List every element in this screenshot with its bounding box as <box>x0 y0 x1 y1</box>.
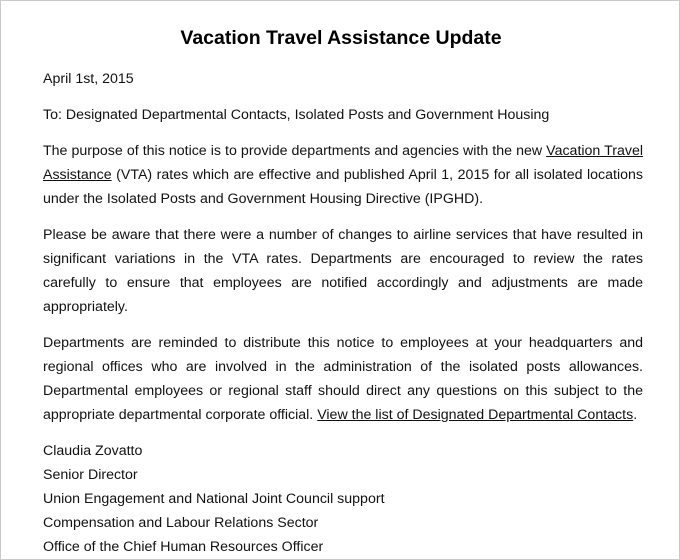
signatory-unit: Union Engagement and National Joint Council support <box>43 491 385 507</box>
paragraph-purpose-text-end: (VTA) rates which are effective and published April 1, 2015 for all isolated locations under the Isolated Posts and Government Housing Directive (IPGHD). <box>43 167 643 207</box>
paragraph-distribution <box>43 331 643 427</box>
vacation-travel-assistance-link[interactable]: Vacation Travel Assistance <box>43 143 644 183</box>
page-title: Vacation Travel Assistance Update <box>180 27 502 49</box>
paragraph-distribution-text: Departments are reminded to distribute this notice to employees at your headquarters and regional offices who are involved in the administration of the isolated posts allowances. Departmental employees or regional staff should direct any questions on this subject to the appropriate departmental corporate official. <box>43 335 643 423</box>
recipients-line: To: Designated Departmental Contacts, Isolated Posts and Government Housing <box>43 107 550 123</box>
signatory-title: Senior Director <box>43 467 138 483</box>
notice-date: April 1st, 2015 <box>43 71 134 87</box>
paragraph-purpose-text-start: The purpose of this notice is to provide departments and agencies with the new <box>43 143 547 159</box>
paragraph-purpose <box>43 139 643 211</box>
signatory-office: Office of the Chief Human Resources Officer <box>43 539 324 555</box>
document-body <box>43 67 643 559</box>
signature-block <box>43 439 643 559</box>
signatory-name: Claudia Zovatto <box>43 443 143 459</box>
paragraph-distribution-period: . <box>633 407 638 423</box>
paragraph-airline-changes: Please be aware that there were a number of changes to airline services that have resulted in significant variations in the VTA rates. Departments are encouraged to review the rates carefully to ensure that employees are notified accordingly and adjustments are made appropriately. <box>43 227 643 315</box>
signatory-sector: Compensation and Labour Relations Sector <box>43 515 319 531</box>
designated-contacts-link[interactable]: View the list of Designated Departmental Contacts <box>317 407 634 423</box>
